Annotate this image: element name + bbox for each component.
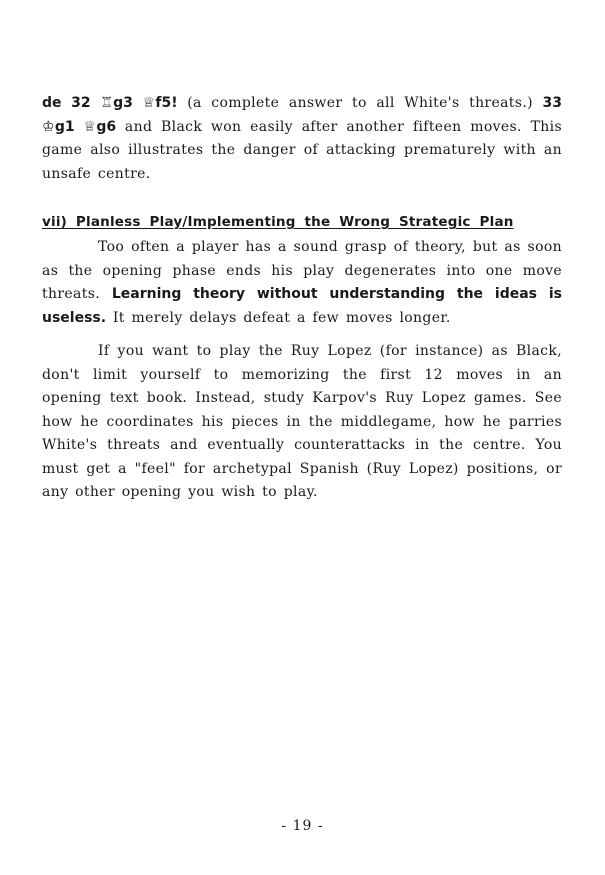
move-text: g1 [54,118,75,135]
paragraph-tail: and Black won easily after another fifteen moves. This game also illustrates the danger of attacking prematurely with an unsafe centre. [42,118,562,182]
paragraph-gap [42,330,562,340]
queen-icon: ♕ [142,95,156,111]
move-text: 33 [542,95,562,111]
queen-icon: ♕ [83,118,97,135]
move-text: g6 [96,118,117,135]
page-number: - 19 - [281,818,324,834]
paragraph-theory [42,236,562,330]
rook-icon: ♖ [100,95,114,111]
emphasis-text: Learning theory without understanding the ideas is useless. [42,286,562,326]
paragraph-text: It merely delays defeat a few moves longer. [112,309,451,326]
move-text: f5! [155,95,178,111]
page-body [42,92,562,505]
section-heading: vii) Planless Play/Implementing the Wrong Strategic Plan [42,214,514,230]
paragraph-text: Too often a player has a sound grasp of theory, but as soon as the opening phase ends his play degenerates into one move threats. [42,239,562,302]
king-icon: ♔ [42,118,55,135]
paragraph-ruy-lopez: If you want to play the Ruy Lopez (for instance) as Black, don't limit yourself to memorizing the first 12 moves in an opening text book. Instead, study Karpov's Ruy Lopez games. See how he coordinates his pieces in the middlegame, how he parries White's threats and eventually counterattacks in the centre. You must get a "feel" for archetypal Spanish (Ruy Lopez) positions, or any other opening you wish to play. [42,343,562,500]
move-text: de 32 [42,95,91,111]
paragraph-game-conclusion [42,92,562,186]
move-text: g3 [113,95,133,111]
move-comment: (a complete answer to all White's threats.) [187,95,533,111]
